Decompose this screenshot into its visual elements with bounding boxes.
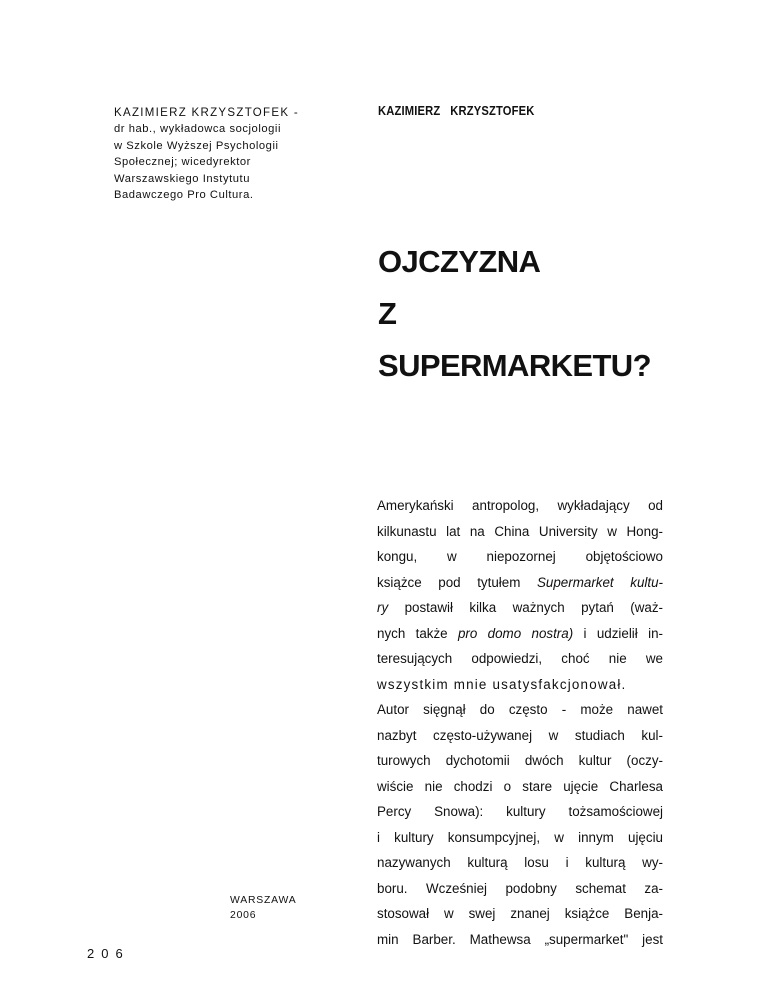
body-line: [377, 825, 663, 851]
body-text-segment: stosował w swej znanej książce Benja-: [377, 906, 663, 921]
article-body: [377, 493, 663, 952]
bio-line: dr hab., wykładowca socjologii: [114, 123, 281, 136]
body-line: [377, 774, 663, 800]
body-line: [377, 748, 663, 774]
title-line: Z: [378, 296, 397, 331]
body-text-segment: kongu, w niepozornej objętościowo: [377, 549, 663, 564]
body-text-segment: i udzielił in-: [573, 625, 663, 641]
bio-line: Badawczego Pro Cultura.: [114, 189, 254, 202]
bio-line: Społecznej; wicedyrektor: [114, 156, 251, 169]
body-line: [377, 876, 663, 902]
body-text-segment: książce pod tytułem: [377, 574, 537, 590]
body-line: [377, 799, 663, 825]
body-text-segment: wiście nie chodzi o stare ujęcie Charlesa: [377, 778, 663, 794]
body-line: [377, 723, 663, 749]
body-line: [377, 850, 663, 876]
body-line: [377, 697, 663, 723]
body-line: [377, 621, 663, 647]
body-text-segment: min Barber. Mathewsa „supermarket" jest: [377, 931, 663, 947]
title-line: SUPERMARKETU?: [378, 348, 651, 383]
body-italic-text: pro domo nostra): [457, 625, 574, 641]
body-text-segment: Percy Snowa): kultury tożsamościowej: [377, 804, 663, 819]
body-line: [377, 570, 663, 596]
body-text-segment: nazbyt często-używanej w studiach kul-: [377, 727, 663, 743]
body-line: [377, 544, 663, 570]
body-text-segment: Autor sięgnął do często - może nawet: [377, 702, 663, 717]
body-text-segment: turowych dychotomii dwóch kultur (oczy-: [377, 753, 663, 768]
title-line: OJCZYZNA: [378, 244, 541, 279]
place-year: 2006: [230, 909, 257, 921]
body-line: [377, 646, 663, 672]
body-text-segment: teresujących odpowiedzi, choć nie we: [377, 651, 663, 666]
bio-line: KAZIMIERZ KRZYSZTOFEK -: [114, 107, 299, 119]
body-line: [377, 493, 663, 519]
bio-line: w Szkole Wyższej Psychologii: [114, 139, 279, 152]
author-bio: [114, 105, 324, 203]
body-text-segment: nazywanych kulturą losu i kulturą wy-: [377, 855, 663, 870]
body-line: [377, 901, 663, 927]
place-and-year: [230, 894, 296, 923]
body-line: [377, 595, 663, 621]
body-text-segment: wszystkim mnie usatysfakcjonował.: [377, 676, 627, 692]
body-line: [377, 672, 663, 698]
place-city: WARSZAWA: [230, 895, 297, 906]
bio-line: Warszawskiego Instytutu: [114, 172, 250, 185]
page-number: 206: [87, 946, 130, 961]
body-text-segment: kilkunastu lat na China University w Hong-: [377, 523, 663, 539]
body-text-segment: i kultury konsumpcyjnej, w innym ujęciu: [377, 829, 663, 845]
body-italic-text: Supermarket kultu-: [536, 574, 663, 590]
author-heading: KAZIMIERZ KRZYSZTOFEK: [378, 103, 535, 118]
body-line: [377, 927, 663, 953]
body-italic-text: ry: [377, 600, 389, 615]
body-line: [377, 519, 663, 545]
body-text-segment: postawił kilka ważnych pytań (waż-: [388, 600, 663, 615]
body-text-segment: Amerykański antropolog, wykładający od: [377, 498, 663, 513]
body-text-segment: boru. Wcześniej podobny schemat za-: [377, 880, 663, 896]
body-text-segment: nych także: [377, 625, 458, 641]
article-title: [378, 236, 651, 392]
